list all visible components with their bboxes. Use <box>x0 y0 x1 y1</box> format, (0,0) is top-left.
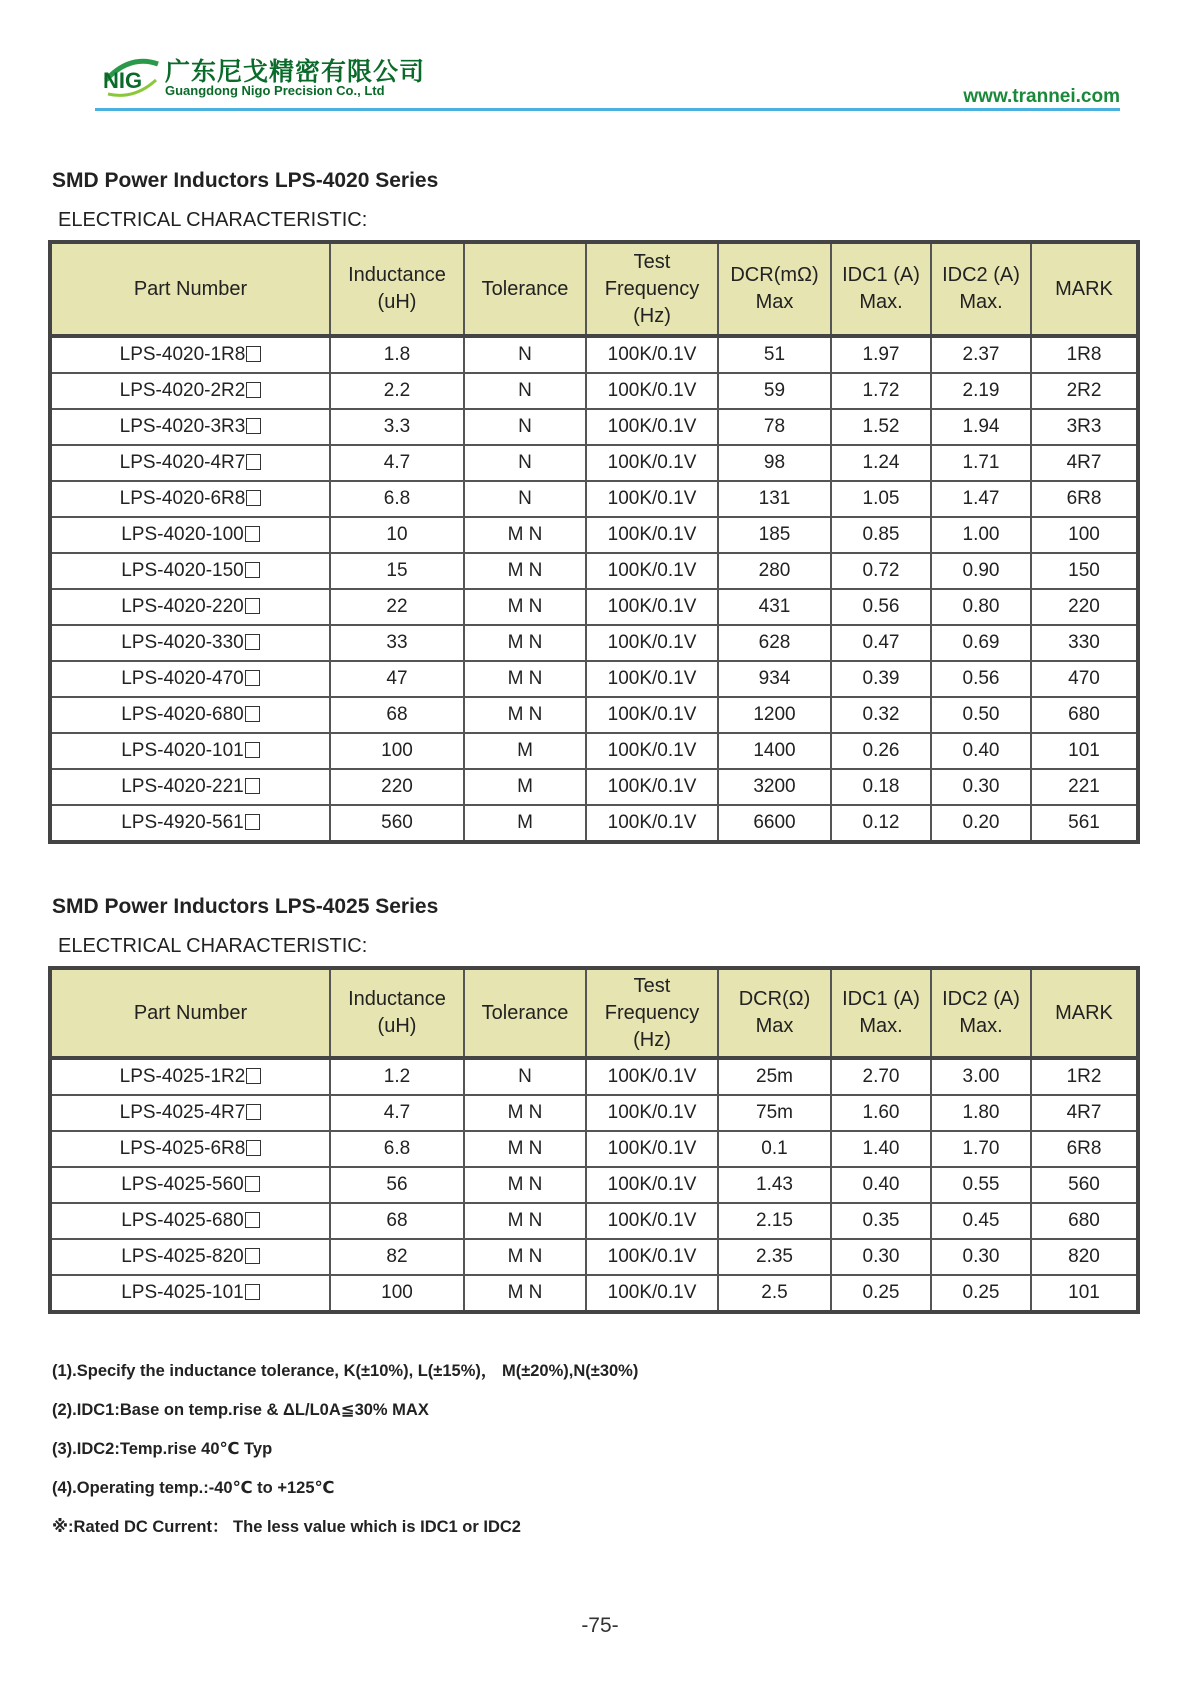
cell-idc2: 1.80 <box>931 1095 1031 1131</box>
cell-part-number: LPS-4025-101 <box>50 1275 330 1312</box>
cell-mark: 820 <box>1031 1239 1138 1275</box>
cell-idc2: 0.30 <box>931 1239 1031 1275</box>
note-idc1: (2).IDC1:Base on temp.rise & ΔL/L0A≦30% MAX <box>52 1401 429 1419</box>
table-row <box>50 409 1138 445</box>
tolerance-code-box-icon <box>245 814 260 830</box>
table-row <box>50 625 1138 661</box>
cell-test-frequency: 100K/0.1V <box>586 373 718 409</box>
table-row <box>50 1095 1138 1131</box>
cell-test-frequency: 100K/0.1V <box>586 589 718 625</box>
note-tolerance: (1).Specify the inductance tolerance, K(±10%), L(±15%)， M(±20%),N(±30%) <box>52 1362 639 1380</box>
cell-test-frequency: 100K/0.1V <box>586 1167 718 1203</box>
col-header-mark: MARK <box>1031 242 1138 336</box>
cell-idc2: 0.30 <box>931 769 1031 805</box>
cell-test-frequency: 100K/0.1V <box>586 1203 718 1239</box>
tolerance-code-box-icon <box>246 382 261 398</box>
cell-part-number: LPS-4020-100 <box>50 517 330 553</box>
cell-part-number: LPS-4025-6R8 <box>50 1131 330 1167</box>
tolerance-code-box-icon <box>245 526 260 542</box>
tolerance-code-box-icon <box>245 562 260 578</box>
cell-part-number: LPS-4025-680 <box>50 1203 330 1239</box>
col-header-idc2: IDC2 (A) Max. <box>931 242 1031 336</box>
col-header-tolerance: Tolerance <box>464 242 586 336</box>
cell-mark: 101 <box>1031 1275 1138 1312</box>
cell-part-number: LPS-4020-221 <box>50 769 330 805</box>
cell-test-frequency: 100K/0.1V <box>586 1275 718 1312</box>
cell-inductance: 560 <box>330 805 464 842</box>
note-idc2: (3).IDC2:Temp.rise 40℃ Typ <box>52 1440 273 1458</box>
cell-dcr: 185 <box>718 517 831 553</box>
notes <box>52 1358 638 1553</box>
cell-inductance: 4.7 <box>330 445 464 481</box>
cell-test-frequency: 100K/0.1V <box>586 409 718 445</box>
cell-test-frequency: 100K/0.1V <box>586 1095 718 1131</box>
cell-idc1: 1.24 <box>831 445 931 481</box>
cell-mark: 680 <box>1031 1203 1138 1239</box>
table-row <box>50 1203 1138 1239</box>
cell-idc2: 0.69 <box>931 625 1031 661</box>
cell-test-frequency: 100K/0.1V <box>586 625 718 661</box>
cell-mark: 6R8 <box>1031 481 1138 517</box>
tolerance-code-box-icon <box>246 1068 261 1084</box>
table-row <box>50 661 1138 697</box>
spec-table-4025 <box>48 966 1140 1314</box>
col-header-dcr: DCR(Ω) Max <box>718 968 831 1058</box>
tolerance-code-box-icon <box>245 1284 260 1300</box>
tolerance-code-box-icon <box>245 1176 260 1192</box>
cell-idc2: 1.94 <box>931 409 1031 445</box>
col-header-test-frequency: Test Frequency (Hz) <box>586 968 718 1058</box>
tolerance-code-box-icon <box>246 1104 261 1120</box>
cell-idc1: 0.72 <box>831 553 931 589</box>
cell-idc1: 0.30 <box>831 1239 931 1275</box>
cell-inductance: 56 <box>330 1167 464 1203</box>
note-operating-temp: (4).Operating temp.:-40℃ to +125℃ <box>52 1479 335 1497</box>
cell-idc1: 1.60 <box>831 1095 931 1131</box>
cell-inductance: 1.2 <box>330 1058 464 1095</box>
cell-dcr: 131 <box>718 481 831 517</box>
cell-mark: 221 <box>1031 769 1138 805</box>
cell-dcr: 280 <box>718 553 831 589</box>
cell-idc1: 1.40 <box>831 1131 931 1167</box>
cell-mark: 561 <box>1031 805 1138 842</box>
cell-tolerance: M N <box>464 589 586 625</box>
cell-mark: 150 <box>1031 553 1138 589</box>
cell-idc1: 0.12 <box>831 805 931 842</box>
cell-dcr: 628 <box>718 625 831 661</box>
cell-tolerance: M <box>464 769 586 805</box>
cell-part-number: LPS-4025-4R7 <box>50 1095 330 1131</box>
cell-dcr: 25m <box>718 1058 831 1095</box>
cell-idc1: 0.40 <box>831 1167 931 1203</box>
cell-idc1: 0.47 <box>831 625 931 661</box>
cell-dcr: 0.1 <box>718 1131 831 1167</box>
cell-mark: 101 <box>1031 733 1138 769</box>
cell-mark: 6R8 <box>1031 1131 1138 1167</box>
cell-tolerance: M N <box>464 553 586 589</box>
cell-test-frequency: 100K/0.1V <box>586 661 718 697</box>
cell-mark: 680 <box>1031 697 1138 733</box>
cell-dcr: 98 <box>718 445 831 481</box>
cell-tolerance: N <box>464 1058 586 1095</box>
cell-inductance: 47 <box>330 661 464 697</box>
cell-mark: 470 <box>1031 661 1138 697</box>
table-row <box>50 481 1138 517</box>
table-row <box>50 336 1138 373</box>
cell-idc1: 1.72 <box>831 373 931 409</box>
cell-tolerance: M N <box>464 1167 586 1203</box>
cell-tolerance: N <box>464 481 586 517</box>
cell-part-number: LPS-4020-470 <box>50 661 330 697</box>
cell-dcr: 431 <box>718 589 831 625</box>
tolerance-code-box-icon <box>245 1248 260 1264</box>
cell-tolerance: M N <box>464 1239 586 1275</box>
cell-tolerance: N <box>464 336 586 373</box>
cell-test-frequency: 100K/0.1V <box>586 336 718 373</box>
nigo-logo-icon <box>100 50 162 102</box>
cell-idc1: 1.97 <box>831 336 931 373</box>
col-header-part-number: Part Number <box>50 968 330 1058</box>
cell-idc1: 1.52 <box>831 409 931 445</box>
cell-mark: 3R3 <box>1031 409 1138 445</box>
table-row <box>50 1167 1138 1203</box>
cell-tolerance: N <box>464 445 586 481</box>
cell-dcr: 1200 <box>718 697 831 733</box>
cell-part-number: LPS-4020-330 <box>50 625 330 661</box>
cell-mark: 4R7 <box>1031 445 1138 481</box>
header-divider <box>95 108 1120 111</box>
cell-part-number: LPS-4020-220 <box>50 589 330 625</box>
cell-idc2: 0.80 <box>931 589 1031 625</box>
cell-mark: 100 <box>1031 517 1138 553</box>
table-row <box>50 445 1138 481</box>
cell-tolerance: M N <box>464 661 586 697</box>
tolerance-code-box-icon <box>245 670 260 686</box>
cell-inductance: 2.2 <box>330 373 464 409</box>
cell-idc1: 0.56 <box>831 589 931 625</box>
cell-test-frequency: 100K/0.1V <box>586 1131 718 1167</box>
cell-idc1: 0.32 <box>831 697 931 733</box>
cell-inductance: 6.8 <box>330 1131 464 1167</box>
elec-title-4020: ELECTRICAL CHARACTERISTIC: <box>58 209 368 231</box>
cell-inductance: 220 <box>330 769 464 805</box>
cell-mark: 330 <box>1031 625 1138 661</box>
cell-part-number: LPS-4020-4R7 <box>50 445 330 481</box>
tolerance-code-box-icon <box>245 778 260 794</box>
cell-test-frequency: 100K/0.1V <box>586 1058 718 1095</box>
cell-idc2: 0.55 <box>931 1167 1031 1203</box>
col-header-part-number: Part Number <box>50 242 330 336</box>
col-header-idc2: IDC2 (A) Max. <box>931 968 1031 1058</box>
cell-idc1: 1.05 <box>831 481 931 517</box>
cell-idc1: 0.18 <box>831 769 931 805</box>
cell-test-frequency: 100K/0.1V <box>586 1239 718 1275</box>
cell-mark: 1R2 <box>1031 1058 1138 1095</box>
cell-tolerance: M N <box>464 1203 586 1239</box>
cell-tolerance: M N <box>464 1131 586 1167</box>
cell-idc2: 0.90 <box>931 553 1031 589</box>
spec-table-4020 <box>48 240 1140 844</box>
table-row <box>50 697 1138 733</box>
cell-inductance: 82 <box>330 1239 464 1275</box>
cell-test-frequency: 100K/0.1V <box>586 445 718 481</box>
cell-inductance: 68 <box>330 697 464 733</box>
cell-tolerance: N <box>464 409 586 445</box>
table-row <box>50 589 1138 625</box>
series-title-4025: SMD Power Inductors LPS-4025 Series <box>52 895 439 918</box>
tolerance-code-box-icon <box>245 1212 260 1228</box>
cell-idc1: 0.35 <box>831 1203 931 1239</box>
logo-text: NIG <box>103 68 143 93</box>
cell-idc2: 1.00 <box>931 517 1031 553</box>
col-header-mark: MARK <box>1031 968 1138 1058</box>
note-rated-current: ※:Rated DC Current： The less value which is IDC1 or IDC2 <box>52 1518 521 1536</box>
table-row <box>50 1239 1138 1275</box>
tolerance-code-box-icon <box>246 418 261 434</box>
cell-dcr: 75m <box>718 1095 831 1131</box>
cell-test-frequency: 100K/0.1V <box>586 517 718 553</box>
cell-dcr: 6600 <box>718 805 831 842</box>
cell-idc2: 1.71 <box>931 445 1031 481</box>
col-header-test-frequency: Test Frequency (Hz) <box>586 242 718 336</box>
cell-inductance: 3.3 <box>330 409 464 445</box>
col-header-dcr: DCR(mΩ) Max <box>718 242 831 336</box>
cell-part-number: LPS-4020-101 <box>50 733 330 769</box>
tolerance-code-box-icon <box>245 634 260 650</box>
col-header-inductance: Inductance (uH) <box>330 968 464 1058</box>
cell-inductance: 22 <box>330 589 464 625</box>
cell-idc2: 1.47 <box>931 481 1031 517</box>
tolerance-code-box-icon <box>246 454 261 470</box>
cell-part-number: LPS-4020-6R8 <box>50 481 330 517</box>
cell-tolerance: M <box>464 733 586 769</box>
cell-dcr: 51 <box>718 336 831 373</box>
cell-tolerance: M N <box>464 1095 586 1131</box>
col-header-inductance: Inductance (uH) <box>330 242 464 336</box>
cell-tolerance: M N <box>464 517 586 553</box>
cell-part-number: LPS-4020-2R2 <box>50 373 330 409</box>
cell-mark: 2R2 <box>1031 373 1138 409</box>
table-row <box>50 1058 1138 1095</box>
cell-part-number: LPS-4020-3R3 <box>50 409 330 445</box>
table-row <box>50 1131 1138 1167</box>
cell-part-number: LPS-4025-560 <box>50 1167 330 1203</box>
cell-inductance: 15 <box>330 553 464 589</box>
cell-dcr: 934 <box>718 661 831 697</box>
tolerance-code-box-icon <box>245 742 260 758</box>
cell-part-number: LPS-4020-150 <box>50 553 330 589</box>
table-row <box>50 1275 1138 1312</box>
page-header <box>95 50 1120 112</box>
cell-idc2: 0.50 <box>931 697 1031 733</box>
cell-test-frequency: 100K/0.1V <box>586 733 718 769</box>
cell-dcr: 1.43 <box>718 1167 831 1203</box>
tolerance-code-box-icon <box>246 490 261 506</box>
col-header-idc1: IDC1 (A) Max. <box>831 968 931 1058</box>
cell-dcr: 78 <box>718 409 831 445</box>
cell-test-frequency: 100K/0.1V <box>586 553 718 589</box>
tolerance-code-box-icon <box>246 1140 261 1156</box>
table-row <box>50 517 1138 553</box>
cell-tolerance: M N <box>464 697 586 733</box>
cell-dcr: 59 <box>718 373 831 409</box>
col-header-tolerance: Tolerance <box>464 968 586 1058</box>
cell-idc2: 1.70 <box>931 1131 1031 1167</box>
cell-inductance: 4.7 <box>330 1095 464 1131</box>
cell-test-frequency: 100K/0.1V <box>586 697 718 733</box>
tolerance-code-box-icon <box>246 346 261 362</box>
cell-inductance: 33 <box>330 625 464 661</box>
cell-idc1: 0.39 <box>831 661 931 697</box>
cell-tolerance: N <box>464 373 586 409</box>
cell-part-number: LPS-4025-820 <box>50 1239 330 1275</box>
cell-inductance: 6.8 <box>330 481 464 517</box>
cell-tolerance: M <box>464 805 586 842</box>
cell-idc2: 0.40 <box>931 733 1031 769</box>
cell-idc2: 2.19 <box>931 373 1031 409</box>
elec-title-4025: ELECTRICAL CHARACTERISTIC: <box>58 935 368 957</box>
table-row <box>50 553 1138 589</box>
cell-part-number: LPS-4020-1R8 <box>50 336 330 373</box>
tolerance-code-box-icon <box>245 706 260 722</box>
cell-dcr: 2.15 <box>718 1203 831 1239</box>
cell-idc2: 0.45 <box>931 1203 1031 1239</box>
table-row <box>50 769 1138 805</box>
tolerance-code-box-icon <box>245 598 260 614</box>
cell-idc2: 3.00 <box>931 1058 1031 1095</box>
company-name-cn: 广东尼戈精密有限公司 <box>165 57 426 86</box>
table-row <box>50 733 1138 769</box>
table-row <box>50 805 1138 842</box>
cell-test-frequency: 100K/0.1V <box>586 481 718 517</box>
cell-part-number: LPS-4020-680 <box>50 697 330 733</box>
cell-dcr: 3200 <box>718 769 831 805</box>
cell-idc1: 0.85 <box>831 517 931 553</box>
cell-part-number: LPS-4025-1R2 <box>50 1058 330 1095</box>
company-name-en: Guangdong Nigo Precision Co., Ltd <box>165 83 385 98</box>
cell-idc1: 2.70 <box>831 1058 931 1095</box>
cell-idc1: 0.25 <box>831 1275 931 1312</box>
cell-test-frequency: 100K/0.1V <box>586 769 718 805</box>
series-title-4020: SMD Power Inductors LPS-4020 Series <box>52 169 439 192</box>
cell-dcr: 2.35 <box>718 1239 831 1275</box>
cell-tolerance: M N <box>464 625 586 661</box>
cell-dcr: 2.5 <box>718 1275 831 1312</box>
cell-dcr: 1400 <box>718 733 831 769</box>
cell-inductance: 100 <box>330 733 464 769</box>
table-row <box>50 373 1138 409</box>
cell-idc1: 0.26 <box>831 733 931 769</box>
cell-mark: 1R8 <box>1031 336 1138 373</box>
cell-tolerance: M N <box>464 1275 586 1312</box>
cell-inductance: 100 <box>330 1275 464 1312</box>
cell-mark: 560 <box>1031 1167 1138 1203</box>
cell-idc2: 0.25 <box>931 1275 1031 1312</box>
cell-mark: 220 <box>1031 589 1138 625</box>
cell-idc2: 0.20 <box>931 805 1031 842</box>
cell-inductance: 68 <box>330 1203 464 1239</box>
col-header-idc1: IDC1 (A) Max. <box>831 242 931 336</box>
website-link[interactable]: www.trannei.com <box>963 86 1120 107</box>
cell-test-frequency: 100K/0.1V <box>586 805 718 842</box>
cell-part-number: LPS-4920-561 <box>50 805 330 842</box>
page-number: -75- <box>581 1614 619 1637</box>
cell-inductance: 1.8 <box>330 336 464 373</box>
cell-idc2: 0.56 <box>931 661 1031 697</box>
cell-mark: 4R7 <box>1031 1095 1138 1131</box>
cell-idc2: 2.37 <box>931 336 1031 373</box>
cell-inductance: 10 <box>330 517 464 553</box>
